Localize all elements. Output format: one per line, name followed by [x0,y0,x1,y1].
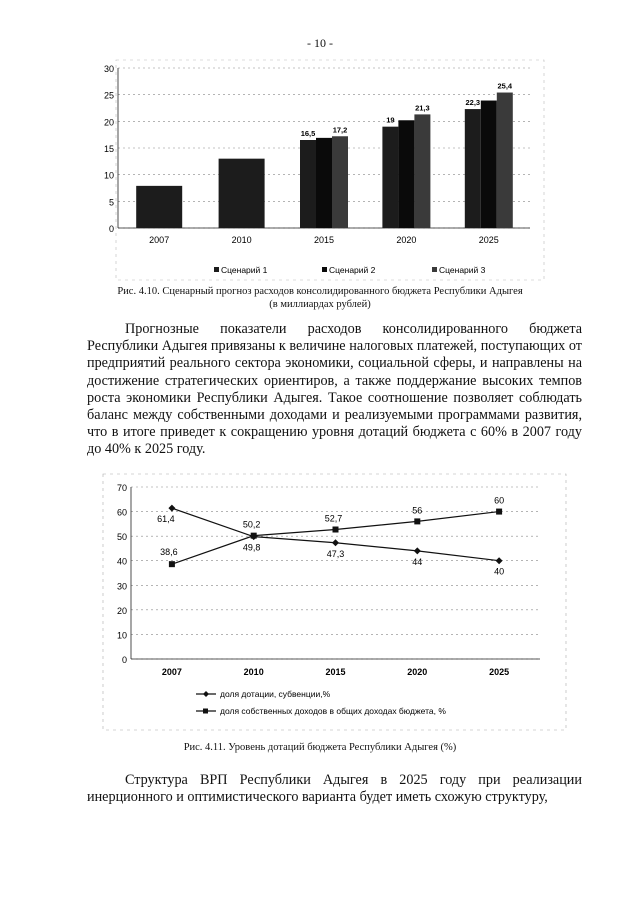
chart1-category-label: 2007 [149,235,170,245]
chart2-ytick-label: 60 [116,507,127,518]
chart2-category-label: 2010 [243,667,264,677]
chart2-category-label: 2020 [407,667,428,677]
chart2-point-square [251,533,257,539]
chart1-category-label: 2020 [396,235,417,245]
chart2-point-square [333,527,339,533]
chart2-category-label: 2015 [325,667,346,677]
chart2-category-label: 2025 [489,667,510,677]
chart1-data-label: 19 [386,115,395,125]
chart2-point-diamond [332,539,339,546]
chart1-ytick-label: 25 [103,90,114,101]
chart1-legend-label: Сценарий 1 [221,265,268,275]
chart2-point-square [169,561,175,567]
chart2-category-label: 2007 [161,667,182,677]
chart2-ytick-label: 50 [116,532,127,543]
chart1-ytick-label: 30 [103,64,114,74]
page-number: - 10 - [307,36,333,50]
chart2-point-square [414,518,420,524]
chart1-category-label: 2025 [478,235,499,245]
chart1-data-label: 21,3 [415,103,430,113]
chart1-legend-label: Сценарий 3 [439,265,486,275]
chart2-point-diamond [414,547,421,554]
chart2-legend-label: доля дотации, субвенции,% [220,689,331,699]
chart1-ytick-label: 5 [108,197,114,208]
chart2-data-label: 50,2 [242,519,261,530]
chart2-data-label: 49,8 [242,542,261,553]
chart2-point-diamond [496,557,503,564]
chart2-ytick-label: 30 [116,581,127,592]
chart2-ytick-label: 0 [121,655,127,665]
chart2-data-label: 52,7 [324,513,343,524]
chart2-data-label: 61,4 [157,514,175,525]
paragraph-2: Структура ВРП Республики Адыгея в 2025 году при реализации инерционного и оптимистического варианта будет иметь схожую структуру, [87,772,582,806]
chart2-point-square [496,509,502,515]
chart1-data-label: 16,5 [300,129,316,138]
chart2-data-label: 40 [494,566,505,577]
chart2-data-label: 47,3 [326,548,345,559]
chart2-ytick-label: 10 [116,630,127,641]
chart1-legend-label: Сценарий 2 [329,265,376,275]
chart2-data-label: 56 [412,505,423,516]
chart1-ytick-label: 0 [108,224,114,234]
chart1-ytick-label: 10 [103,170,114,181]
chart1-data-label: 25,4 [497,81,513,91]
chart2-data-label: 44 [412,556,423,567]
chart2-data-label: 38,6 [160,547,178,558]
chart2-ytick-label: 70 [116,483,127,493]
figure2-caption: Рис. 4.11. Уровень дотаций бюджета Республики Адыгея (%) [183,742,457,753]
chart2-ytick-label: 40 [116,556,127,567]
figure1-caption-line1: Рис. 4.10. Сценарный прогноз расходов консолидированного бюджета Республики Адыгея [117,286,523,297]
chart1-ytick-label: 20 [103,117,114,128]
chart2-legend-marker [203,709,208,714]
chart1-data-label: 22,3 [465,98,481,108]
figure1-caption-line2: (в миллиардах рублей) [269,299,371,310]
chart2-ytick-label: 20 [116,605,127,616]
paragraph-1: Прогнозные показатели расходов консолидированного бюджета Республики Адыгея привязаны к величине налоговых платежей, поступающих от предприятий реального сектора экономики, социальной сферы, и направлены на достижение стратегических ориентиров, а также поддержание высоких темпов роста экономики Республики Адыгея. Такое соотношение позволяет соблюдать баланс между собственными доходами и реализуемыми программами развития, что в итоге приведет к сокращению уровня дотаций бюджета с 60% в 2007 году до 40% к 2025 году. [87,321,582,458]
chart1-category-label: 2015 [313,235,335,245]
chart1-data-label: 17,2 [332,125,348,135]
chart1-ytick-label: 15 [103,144,114,154]
chart2-point-diamond [168,505,175,512]
chart1-category-label: 2010 [231,235,252,245]
chart2-legend-label: доля собственных доходов в общих доходах бюджета, % [220,706,446,716]
chart2-data-label: 60 [494,495,505,506]
chart2-legend-marker [203,691,209,697]
